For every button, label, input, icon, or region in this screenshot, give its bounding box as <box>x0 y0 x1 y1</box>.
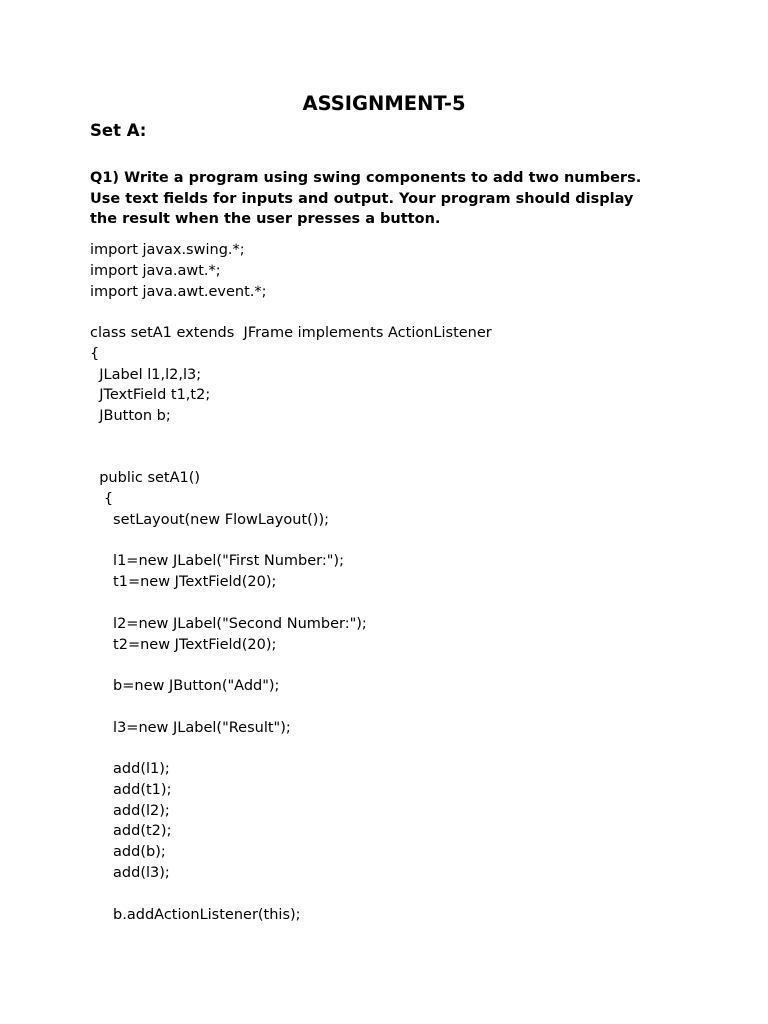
set-heading: Set A: <box>90 121 147 140</box>
question-line: Use text fields for inputs and output. Your program should display <box>90 190 634 207</box>
code-line: t1=new JTextField(20); <box>90 574 277 591</box>
code-line: add(t2); <box>90 823 172 840</box>
code-line: import javax.swing.*; <box>90 242 245 258</box>
code-line <box>90 531 492 552</box>
question-line: Q1) Write a program using swing components to add two numbers. <box>90 170 642 186</box>
code-line <box>90 884 492 905</box>
code-line: { <box>90 491 114 508</box>
code-line <box>90 655 492 676</box>
code-line: JTextField t1,t2; <box>90 387 211 404</box>
code-line: add(l2); <box>90 802 170 819</box>
code-line: add(t1); <box>90 781 172 798</box>
code-line: t2=new JTextField(20); <box>90 636 277 653</box>
code-line <box>90 697 492 718</box>
code-line: l3=new JLabel("Result"); <box>90 719 291 736</box>
code-line: b=new JButton("Add"); <box>90 678 280 695</box>
code-line: l1=new JLabel("First Number:"); <box>90 553 344 570</box>
code-line: b.addActionListener(this); <box>90 906 301 923</box>
code-line: add(l1); <box>90 761 170 778</box>
question-text <box>90 168 690 230</box>
code-line: import java.awt.*; <box>90 262 221 279</box>
code-line: JLabel l1,l2,l3; <box>90 366 202 383</box>
code-line: class setA1 extends JFrame implements ActionListener <box>90 325 492 342</box>
code-line: import java.awt.event.*; <box>90 283 267 300</box>
code-line: add(l3); <box>90 864 170 881</box>
document-title: ASSIGNMENT-5 <box>302 92 466 115</box>
code-line <box>90 302 492 323</box>
code-line <box>90 593 492 614</box>
code-line: add(b); <box>90 844 166 861</box>
code-line <box>90 427 492 448</box>
code-line: public setA1() <box>90 470 201 487</box>
code-line: setLayout(new FlowLayout()); <box>90 511 329 528</box>
code-line: l2=new JLabel("Second Number:"); <box>90 615 367 632</box>
code-line: { <box>90 345 100 362</box>
code-line <box>90 738 492 759</box>
code-block <box>90 240 492 925</box>
code-line <box>90 448 492 469</box>
question-line: the result when the user presses a button. <box>90 211 441 228</box>
code-line: JButton b; <box>90 408 171 425</box>
